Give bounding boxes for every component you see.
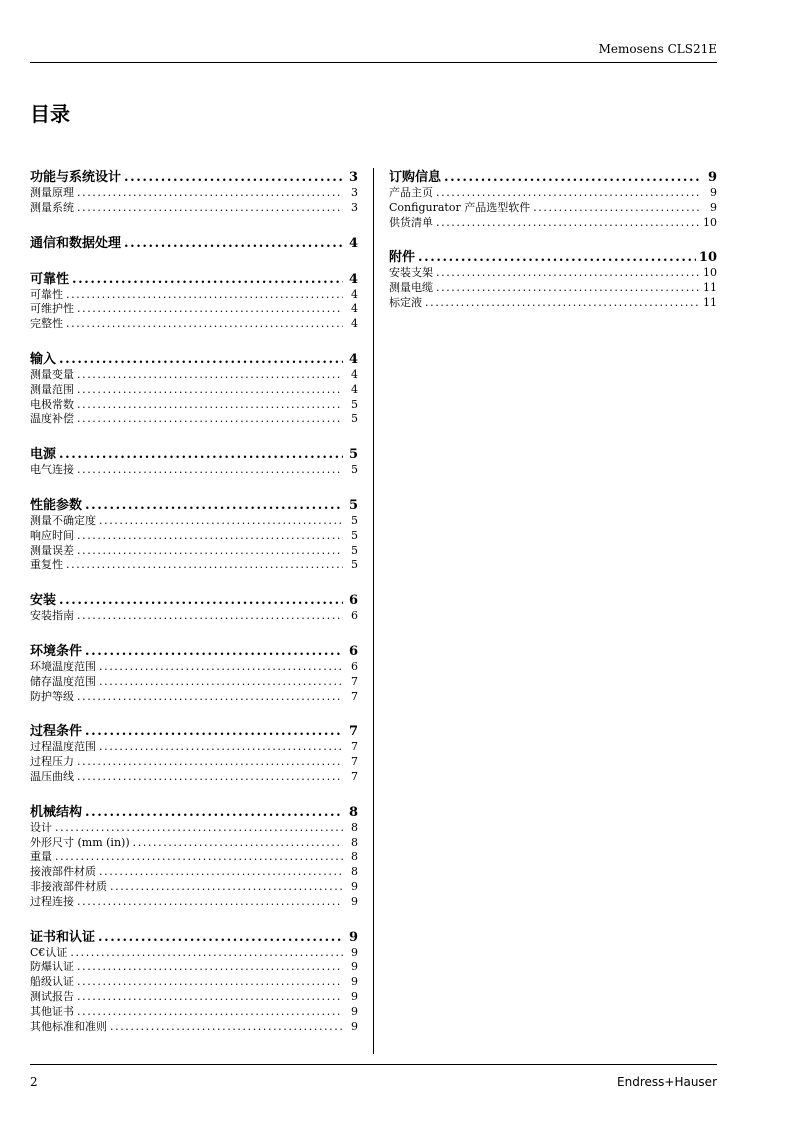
- toc-section-heading[interactable]: [30, 236, 358, 252]
- toc-entry-title: 设计: [30, 820, 52, 834]
- toc-entry-title: 接液部件材质: [30, 865, 96, 879]
- toc-section: [30, 170, 358, 216]
- toc-page-number: 3: [351, 186, 358, 199]
- toc-section-heading[interactable]: [30, 272, 358, 288]
- toc-section-heading[interactable]: [30, 447, 358, 463]
- toc-section: [30, 447, 358, 478]
- dot-leader: [72, 272, 343, 288]
- toc-entry-title: 测量不确定度: [30, 513, 96, 527]
- dot-leader: [59, 352, 343, 368]
- dot-leader: [98, 930, 343, 946]
- dot-leader: [77, 302, 343, 317]
- toc-entry-title: 可靠性: [30, 287, 63, 301]
- dot-leader: [77, 960, 343, 975]
- toc-entry-title: 过程温度范围: [30, 740, 96, 754]
- toc-item[interactable]: [30, 960, 358, 975]
- toc-section: [30, 498, 358, 573]
- toc-section: [30, 805, 358, 910]
- toc-entry-title: 过程条件: [30, 724, 83, 740]
- toc-page-number: 9: [348, 929, 358, 945]
- toc-item[interactable]: [30, 368, 358, 383]
- dot-leader: [99, 740, 343, 755]
- toc-page-number: 6: [348, 643, 358, 659]
- toc-page-number: 6: [351, 659, 358, 673]
- dot-leader: [436, 186, 702, 201]
- toc-item[interactable]: [389, 186, 717, 201]
- toc-entry-title: 过程压力: [30, 755, 74, 769]
- dot-leader: [55, 850, 343, 865]
- toc-page-number: 9: [351, 1019, 358, 1033]
- toc-item[interactable]: [30, 288, 358, 303]
- toc-entry-title: 测量系统: [30, 200, 74, 214]
- toc-item[interactable]: [389, 266, 717, 281]
- toc-entry-title: 功能与系统设计: [30, 170, 122, 185]
- toc-page-number: 4: [351, 302, 358, 316]
- toc-entry-title: 重复性: [30, 558, 63, 572]
- toc-entry-title: 储存温度范围: [30, 674, 96, 688]
- dot-leader: [110, 880, 343, 895]
- toc-entry-title: C€认证: [30, 945, 68, 959]
- page-title: 目录: [30, 102, 70, 126]
- toc-entry-title: 过程连接: [30, 894, 74, 908]
- toc-item[interactable]: [30, 821, 358, 836]
- toc-page-number: 3: [348, 170, 358, 185]
- toc-item[interactable]: [30, 398, 358, 413]
- dot-leader: [77, 186, 343, 201]
- toc-page-number: 10: [703, 266, 717, 280]
- dot-leader: [133, 836, 343, 851]
- toc-page-number: 4: [348, 235, 358, 251]
- toc-page-number: 9: [351, 894, 358, 908]
- toc-entry-title: 安装指南: [30, 609, 74, 623]
- toc-page-number: 5: [351, 397, 358, 411]
- toc-section: [30, 724, 358, 784]
- dot-leader: [425, 296, 700, 311]
- toc-item[interactable]: [30, 514, 358, 529]
- toc-section-heading[interactable]: [30, 644, 358, 660]
- toc-entry-title: 测量变量: [30, 367, 74, 381]
- toc-page-number: 4: [351, 317, 358, 331]
- dot-leader: [77, 544, 343, 559]
- toc-page-number: 7: [351, 755, 358, 769]
- toc-item[interactable]: [30, 895, 358, 910]
- toc-entry-title: 防爆认证: [30, 960, 74, 974]
- toc-entry-title: 测试报告: [30, 989, 74, 1003]
- toc-entry-title: Configurator 产品选型软件: [389, 200, 531, 214]
- toc-page-number: 7: [348, 724, 358, 740]
- toc-page-number: 4: [351, 367, 358, 381]
- toc-entry-title: 测量误差: [30, 543, 74, 557]
- dot-leader: [436, 266, 700, 281]
- toc-page-number: 7: [351, 740, 358, 754]
- toc-page-number: 8: [351, 850, 358, 864]
- toc-section: [30, 236, 358, 252]
- toc-page-number: 4: [348, 351, 358, 367]
- toc-right-column: [389, 170, 717, 331]
- toc-page-number: 9: [351, 960, 358, 974]
- toc-entry-title: 电极常数: [30, 397, 74, 411]
- toc-page-number: 7: [351, 769, 358, 783]
- footer-brand-logo: Endress+Hauser: [617, 1075, 717, 1089]
- column-divider: [373, 168, 374, 1054]
- toc-item[interactable]: [30, 558, 358, 573]
- dot-leader: [110, 1020, 343, 1035]
- toc-page-number: 7: [351, 674, 358, 688]
- toc-page-number: 9: [351, 879, 358, 893]
- toc-entry-title: 安装支架: [389, 266, 433, 280]
- footer-page-number: 2: [30, 1075, 38, 1089]
- toc-section: [30, 272, 358, 332]
- dot-leader: [77, 529, 343, 544]
- dot-leader: [85, 498, 343, 514]
- header-title: Memosens CLS21E: [598, 42, 717, 56]
- toc-section: [30, 644, 358, 704]
- toc-item[interactable]: [30, 609, 358, 624]
- toc-entry-title: 输入: [30, 351, 57, 367]
- dot-leader: [85, 805, 343, 821]
- toc-entry-title: 完整性: [30, 317, 63, 331]
- dot-leader: [85, 724, 343, 740]
- toc-item[interactable]: [30, 675, 358, 690]
- toc-section: [389, 170, 717, 230]
- toc-entry-title: 测量范围: [30, 382, 74, 396]
- dot-leader: [59, 447, 343, 463]
- toc-page-number: 8: [351, 865, 358, 879]
- toc-section-heading[interactable]: [30, 498, 358, 514]
- dot-leader: [436, 216, 700, 231]
- toc-page-number: 10: [703, 215, 717, 229]
- toc-item[interactable]: [30, 317, 358, 332]
- toc-item[interactable]: [389, 296, 717, 311]
- toc-entry-title: 证书和认证: [30, 929, 96, 945]
- toc-section-heading[interactable]: [30, 170, 358, 186]
- dot-leader: [77, 990, 343, 1005]
- dot-leader: [77, 895, 343, 910]
- toc-left-column: [30, 170, 358, 1054]
- toc-page-number: 5: [351, 558, 358, 572]
- dot-leader: [77, 201, 343, 216]
- toc-entry-title: 供货清单: [389, 215, 433, 229]
- toc-section-heading[interactable]: [389, 170, 717, 186]
- toc-entry-title: 外形尺寸 (mm (in)): [30, 835, 130, 849]
- toc-page-number: 9: [707, 170, 717, 185]
- dot-leader: [85, 644, 343, 660]
- dot-leader: [66, 288, 343, 303]
- dot-leader: [70, 946, 343, 961]
- page-header: [30, 42, 717, 63]
- page-footer: [30, 1064, 717, 1089]
- dot-leader: [77, 975, 343, 990]
- toc-entry-title: 通信和数据处理: [30, 235, 122, 251]
- toc-item[interactable]: [30, 383, 358, 398]
- toc-item[interactable]: [30, 990, 358, 1005]
- toc-entry-title: 环境条件: [30, 643, 83, 659]
- toc-page-number: 11: [703, 295, 717, 309]
- dot-leader: [99, 514, 343, 529]
- toc-item[interactable]: [30, 975, 358, 990]
- toc-page-number: 5: [348, 497, 358, 513]
- toc-page-number: 3: [351, 200, 358, 214]
- toc-entry-title: 环境温度范围: [30, 659, 96, 673]
- toc-entry-title: 船级认证: [30, 975, 74, 989]
- toc-section: [30, 352, 358, 427]
- toc-entry-title: 安装: [30, 593, 57, 609]
- dot-leader: [124, 170, 343, 186]
- toc-entry-title: 温压曲线: [30, 769, 74, 783]
- dot-leader: [99, 660, 343, 675]
- toc-entry-title: 可靠性: [30, 271, 70, 287]
- dot-leader: [66, 317, 343, 332]
- dot-leader: [77, 463, 343, 478]
- toc-page-number: 8: [351, 820, 358, 834]
- toc-page-number: 8: [351, 835, 358, 849]
- toc-page-number: 9: [710, 200, 717, 214]
- toc-item[interactable]: [30, 412, 358, 427]
- toc-page-number: 10: [698, 250, 717, 266]
- toc-item[interactable]: [30, 201, 358, 216]
- dot-leader: [55, 821, 343, 836]
- toc-section-heading[interactable]: [30, 805, 358, 821]
- dot-leader: [77, 770, 343, 785]
- toc-entry-title: 响应时间: [30, 528, 74, 542]
- toc-entry-title: 标定液: [389, 295, 422, 309]
- toc-page-number: 9: [351, 1004, 358, 1018]
- dot-leader: [77, 398, 343, 413]
- toc-entry-title: 其他证书: [30, 1004, 74, 1018]
- toc-page-number: 5: [351, 463, 358, 477]
- dot-leader: [77, 368, 343, 383]
- dot-leader: [124, 236, 343, 252]
- toc-item[interactable]: [30, 544, 358, 559]
- toc-item[interactable]: [30, 836, 358, 851]
- toc-entry-title: 产品主页: [389, 186, 433, 199]
- toc-page-number: 8: [348, 804, 358, 820]
- toc-entry-title: 可维护性: [30, 302, 74, 316]
- toc-item[interactable]: [30, 946, 358, 961]
- toc-entry-title: 电气连接: [30, 463, 74, 477]
- toc-page-number: 9: [351, 989, 358, 1003]
- toc-entry-title: 温度补偿: [30, 412, 74, 426]
- toc-entry-title: 其他标准和准则: [30, 1019, 107, 1033]
- toc-section: [30, 930, 358, 1035]
- dot-leader: [66, 558, 343, 573]
- toc-page-number: 11: [703, 281, 717, 295]
- toc-entry-title: 性能参数: [30, 497, 83, 513]
- toc-entry-title: 订购信息: [389, 170, 442, 185]
- dot-leader: [77, 1005, 343, 1020]
- dot-leader: [77, 383, 343, 398]
- toc-section-heading[interactable]: [30, 930, 358, 946]
- dot-leader: [77, 609, 343, 624]
- dot-leader: [99, 675, 343, 690]
- toc-entry-title: 测量电缆: [389, 281, 433, 295]
- toc-item[interactable]: [30, 186, 358, 201]
- toc-entry-title: 非接液部件材质: [30, 879, 107, 893]
- toc-page-number: 6: [351, 609, 358, 623]
- toc-item[interactable]: [30, 850, 358, 865]
- toc-page-number: 9: [710, 186, 717, 199]
- dot-leader: [77, 412, 343, 427]
- toc-page-number: 5: [351, 528, 358, 542]
- toc-item[interactable]: [30, 660, 358, 675]
- toc-entry-title: 电源: [30, 447, 57, 463]
- toc-section: [30, 593, 358, 624]
- toc-entry-title: 机械结构: [30, 804, 83, 820]
- toc-item[interactable]: [389, 216, 717, 231]
- toc-item[interactable]: [389, 281, 717, 296]
- toc-item[interactable]: [30, 865, 358, 880]
- toc-item[interactable]: [30, 880, 358, 895]
- toc-section-heading[interactable]: [30, 724, 358, 740]
- dot-leader: [77, 690, 343, 705]
- toc-entry-title: 测量原理: [30, 186, 74, 199]
- toc-entry-title: 重量: [30, 850, 52, 864]
- toc-page-number: 9: [351, 975, 358, 989]
- toc-section: [389, 250, 717, 310]
- dot-leader: [444, 170, 702, 186]
- toc-section-heading[interactable]: [389, 250, 717, 266]
- toc-page-number: 5: [351, 543, 358, 557]
- toc-section-heading[interactable]: [30, 352, 358, 368]
- dot-leader: [418, 250, 696, 266]
- toc-page-number: 4: [348, 271, 358, 287]
- toc-page-number: 9: [351, 945, 358, 959]
- toc-page-number: 6: [348, 593, 358, 609]
- toc-item[interactable]: [30, 1020, 358, 1035]
- toc-item[interactable]: [30, 1005, 358, 1020]
- dot-leader: [533, 201, 702, 216]
- toc-page-number: 4: [351, 287, 358, 301]
- toc-item[interactable]: [30, 755, 358, 770]
- toc-page-number: 4: [351, 382, 358, 396]
- toc-item[interactable]: [30, 302, 358, 317]
- toc-section-heading[interactable]: [30, 593, 358, 609]
- toc-page-number: 7: [351, 689, 358, 703]
- toc-entry-title: 防护等级: [30, 689, 74, 703]
- toc-item[interactable]: [30, 770, 358, 785]
- dot-leader: [436, 281, 700, 296]
- dot-leader: [77, 755, 343, 770]
- toc-item[interactable]: [389, 201, 717, 216]
- toc-item[interactable]: [30, 690, 358, 705]
- toc-item[interactable]: [30, 529, 358, 544]
- toc-item[interactable]: [30, 740, 358, 755]
- toc-item[interactable]: [30, 463, 358, 478]
- toc-page-number: 5: [351, 513, 358, 527]
- toc-page-number: 5: [351, 412, 358, 426]
- toc-entry-title: 附件: [389, 250, 416, 266]
- dot-leader: [59, 593, 343, 609]
- toc-page-number: 5: [348, 447, 358, 463]
- dot-leader: [99, 865, 343, 880]
